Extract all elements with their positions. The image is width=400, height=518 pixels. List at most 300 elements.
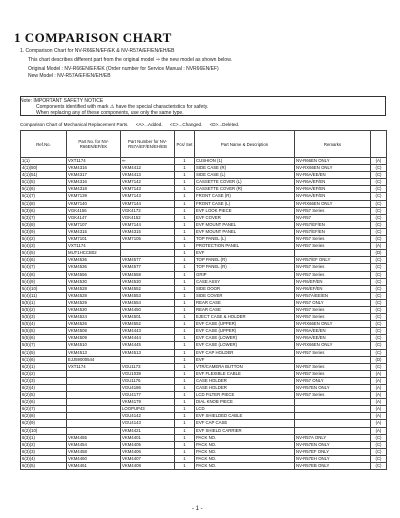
change-code-cell: (A) [371,377,387,384]
old-part-no-cell: VKM4526 [67,321,121,328]
pcs-cell: 1 [175,342,195,349]
ref-no-cell: 6(2)(10) [21,427,67,434]
old-part-no-cell: VKM4528 [67,285,121,292]
description-cell: EJECT CASE & HOLDER [195,314,295,321]
table-row [21,349,387,356]
new-part-no-cell: VKM4530 [121,278,175,285]
old-part-no-cell: VKM4318 [67,186,121,193]
new-part-no-cell: VKM7142 [121,179,175,186]
description-cell: LCD [195,406,295,413]
description-cell: CASSETTE COVER (R) [195,186,295,193]
header-new-part-no: Part Number for NV-R57A/EF/EN/EH/EB [121,131,175,158]
table-row [21,200,387,207]
pcs-cell: 1 [175,328,195,335]
header-remarks: Remarks [295,131,371,158]
ref-no-cell: 5(4)(10) [21,285,67,292]
remarks-cell: NV-R6A/EE/EN [295,335,371,342]
table-row [21,463,387,470]
ref-no-cell: 5(3)(9) [21,228,67,235]
remarks-cell [295,399,371,406]
new-part-no-cell: VKM4406 [121,448,175,455]
ref-no-cell: 6(2)(4) [21,385,67,392]
ref-no-cell: 5(4)(5) [21,250,67,257]
old-part-no-cell: VGK4147 [67,214,121,221]
remarks-cell [295,427,371,434]
new-part-no-cell [121,356,175,363]
ref-no-cell: 6(3)(2) [21,441,67,448]
change-code-cell: (A) [371,370,387,377]
ref-no-cell: 5(4)(3) [21,243,67,250]
description-cell: SIDE CASE (R) [195,165,295,172]
pcs-cell: 1 [175,455,195,462]
remarks-cell: NV-R57 Series [295,314,371,321]
new-part-no-cell: VKM4444 [121,335,175,342]
remarks-cell: NV-RX66EN ONLY [295,321,371,328]
old-part-no-cell [67,370,121,377]
table-row [21,441,387,448]
remarks-cell: NV-R66EN ONLY [295,158,371,165]
change-code-cell: (C) [371,455,387,462]
new-part-no-cell: VGK4173 [121,207,175,214]
remarks-cell: NV-R57A/EE/EN [295,292,371,299]
remarks-cell: NV-R6A/EF/EN [295,179,371,186]
description-cell: EVF CAP HOLDER [195,349,295,356]
new-part-no-cell: VKM4501 [121,314,175,321]
change-code-cell: (A) [371,399,387,406]
new-part-no-cell: VKM4552 [121,285,175,292]
old-part-no-cell: VKM4455 [67,434,121,441]
old-part-no-cell: VKM4461 [67,463,121,470]
change-code-cell: (C) [371,349,387,356]
old-part-no-cell [67,399,121,406]
pcs-cell: 1 [175,214,195,221]
table-row [21,172,387,179]
ref-no-cell: 6(1)(5) [21,349,67,356]
change-code-cell: (C) [371,257,387,264]
change-code-cell: (D) [371,356,387,363]
old-part-no-cell: VKM4524 [67,314,121,321]
ref-no-cell: 5(5)(2) [21,306,67,313]
pcs-cell: 1 [175,158,195,165]
comparison-table [20,130,387,470]
description-cell: CASE HOLDER [195,385,295,392]
change-code-cell: (C) [371,314,387,321]
ref-no-cell: 5(5)(4) [21,321,67,328]
table-row [21,399,387,406]
legend-changed: <C>...Changed. [169,122,203,127]
remarks-cell: NV-R57EH ONLY [295,455,371,462]
pcs-cell: 1 [175,370,195,377]
pcs-cell: 1 [175,392,195,399]
pcs-cell: 1 [175,278,195,285]
table-row [21,434,387,441]
new-part-no-cell: VKM4513 [121,349,175,356]
pcs-cell: 1 [175,207,195,214]
table-row [21,236,387,243]
ref-no-cell: 5(5)(5) [21,328,67,335]
new-part-no-cell: VGK4152 [121,214,175,221]
remarks-cell: NV-R57 Series [295,306,371,313]
ref-no-cell: 6(2)(9) [21,420,67,427]
remarks-cell: NV-R57 Series [295,349,371,356]
table-row [21,342,387,349]
new-part-no-cell: VGU4177 [121,392,175,399]
pcs-cell: 1 [175,292,195,299]
table-row [21,356,387,363]
header-description: Part Name & Description [195,131,295,158]
ref-no-cell: 5(1)(7) [21,193,67,200]
description-cell: CASE ASSY [195,278,295,285]
change-code-cell: (C) [371,236,387,243]
remarks-cell [295,406,371,413]
intro-line-3: Original Model : NV-R66EN/EF/EK (Order number for Service Manual : NVR66EN/EF) [28,66,219,72]
new-part-no-cell: VKM4445 [121,342,175,349]
old-part-no-cell: VKM4530 [67,306,121,313]
new-part-no-cell: VGU1039 [121,370,175,377]
old-part-no-cell: VKM4508 [67,328,121,335]
pcs-cell: 1 [175,434,195,441]
description-cell: EVF FLEXIBLE CABLE [195,370,295,377]
old-part-no-cell: EJJ59000544 [67,356,121,363]
pcs-cell: 1 [175,179,195,186]
ref-no-cell: 6(2)(5) [21,392,67,399]
old-part-no-cell: VKM4317 [67,172,121,179]
ref-no-cell: 5(1)(8) [21,200,67,207]
remarks-cell: NV-R57 ONLY [295,299,371,306]
change-code-cell: (A) [371,158,387,165]
old-part-no-cell: VKM4316 [67,165,121,172]
change-code-cell: (A) [371,243,387,250]
ref-no-cell: 5(4)(2) [21,236,67,243]
description-cell: CASSETTE COVER (L) [195,179,295,186]
new-part-no-cell: VKM4412 [121,165,175,172]
ref-no-cell: 6(2)(3) [21,377,67,384]
remarks-cell: NV-R57/EF ONLY [295,257,371,264]
description-cell: EVF [195,250,295,257]
ref-no-cell: 5(3)(7) [21,214,67,221]
header-old-part-no: Part No. for NV-R66EN/EF/EK [67,131,121,158]
new-part-no-cell: VKM7143 [121,193,175,200]
table-row [21,321,387,328]
description-cell: PACK NO. [195,441,295,448]
old-part-no-cell: VKM4536 [67,257,121,264]
change-code-cell: (A) [371,427,387,434]
new-part-no-cell: VKM4577 [121,264,175,271]
ref-no-cell: 5(4)(11) [21,292,67,299]
description-cell: PACK NO. [195,448,295,455]
change-code-cell: (A) [371,413,387,420]
pcs-cell: 1 [175,257,195,264]
new-part-no-cell: VGU4143 [121,420,175,427]
pcs-cell: 1 [175,221,195,228]
new-part-no-cell: VKM4179 [121,399,175,406]
ref-no-cell: 5(4)(9) [21,278,67,285]
old-part-no-cell: VKM4513 [67,349,121,356]
table-row [21,214,387,221]
change-code-cell: (A) [371,385,387,392]
change-code-cell: (C) [371,271,387,278]
old-part-no-cell: VKM4316 [67,179,121,186]
intro-line-4: New Model : NV-R57A/EF/EN/EH/EB [28,73,111,79]
old-part-no-cell: VKM7140 [67,200,121,207]
new-part-no-cell: VKM4405 [121,441,175,448]
old-part-no-cell [67,413,121,420]
new-part-no-cell: VGU1176 [121,377,175,384]
pcs-cell: 1 [175,335,195,342]
old-part-no-cell: VKM4458 [67,448,121,455]
page-title: 1 COMPARISON CHART [14,30,172,45]
old-part-no-cell: VKM7101 [67,236,121,243]
table-row [21,292,387,299]
description-cell: EVF [195,356,295,363]
new-part-no-cell [121,250,175,257]
change-code-cell: (D) [371,250,387,257]
pcs-cell: 1 [175,413,195,420]
ref-no-cell: 6(3)(3) [21,448,67,455]
remarks-cell: NV-R6/EF/EN [295,278,371,285]
old-part-no-cell: VKM7107 [67,221,121,228]
pcs-cell: 1 [175,172,195,179]
change-code-cell: (C) [371,463,387,470]
table-row [21,193,387,200]
legend-heading: Comparison Chart of Mechanical Replacement Parts. [20,122,129,127]
pcs-cell: 1 [175,406,195,413]
description-cell: SIDE DOOR [195,285,295,292]
legend-deleted: <D>...Deleted. [209,122,240,127]
table-row [21,314,387,321]
table-row [21,271,387,278]
ref-no-cell: 6(2)(6) [21,399,67,406]
change-code-cell: (C) [371,165,387,172]
ref-no-cell: 6(2)(7) [21,406,67,413]
remarks-cell [295,420,371,427]
remarks-cell: NV-R57A ONLY [295,434,371,441]
description-cell: VTR/CAMERA BUTTON [195,363,295,370]
remarks-cell: NV-R6A/EF/EN [295,186,371,193]
table-header-row [21,131,387,158]
ref-no-cell: 5(5)(3) [21,314,67,321]
table-row [21,228,387,235]
description-cell: REAR CASE [195,306,295,313]
new-part-no-cell: VKM4408 [121,463,175,470]
change-code-cell: (C) [371,321,387,328]
description-cell: CUSHION (1) [195,158,295,165]
table-row [21,427,387,434]
remarks-cell: NV-R57 ONLY [295,377,371,384]
description-cell: EVF MOUNT PANEL [195,228,295,235]
description-cell: EVF CASE (UPPER) [195,328,295,335]
ref-no-cell: 6(3)(5) [21,463,67,470]
description-cell: FRONT CASE (L) [195,200,295,207]
change-code-cell: (C) [371,328,387,335]
new-part-no-cell: ⇐ [121,158,175,165]
old-part-no-cell: VKM7139 [67,193,121,200]
pcs-cell: 1 [175,385,195,392]
pcs-cell: 1 [175,264,195,271]
table-row [21,186,387,193]
old-part-no-cell: VGK4156 [67,207,121,214]
description-cell: LCD FILTER PIECE [195,392,295,399]
description-cell: PROTECTION PANEL [195,243,295,250]
remarks-cell: NV-RX66EN ONLY [295,342,371,349]
remarks-cell: NV-R57 Series [295,363,371,370]
table-row [21,165,387,172]
change-code-cell: (C) [371,193,387,200]
table-row [21,455,387,462]
new-part-no-cell: VKM4407 [121,455,175,462]
description-cell: GRIP [195,271,295,278]
ref-no-cell: 5(5)(1) [21,299,67,306]
ref-no-cell: 5(1)(5) [21,179,67,186]
change-code-cell: (C) [371,299,387,306]
new-part-no-cell: VKM4443 [121,328,175,335]
old-part-no-cell [67,420,121,427]
ref-no-cell: 4(1)(50) [21,165,67,172]
description-cell: EVF CASE (UPPER) [195,321,295,328]
change-code-cell: (C) [371,228,387,235]
remarks-cell [295,356,371,363]
table-row [21,406,387,413]
remarks-cell [295,413,371,420]
change-code-cell: (C) [371,306,387,313]
description-cell: SIDE COVER [195,292,295,299]
change-code-cell: (C) [371,434,387,441]
description-cell: TOP PANEL (L) [195,236,295,243]
note-line-1: Note: IMPORTANT SAFETY NOTICE [20,98,104,104]
ref-no-cell: 5(5)(6) [21,335,67,342]
table-row [21,392,387,399]
old-part-no-cell [67,427,121,434]
legend-added: <A>...Added. [135,122,163,127]
change-code-cell: (A) [371,406,387,413]
table-row [21,285,387,292]
change-code-cell: (C) [371,292,387,299]
change-code-cell: (C) [371,221,387,228]
table-row [21,278,387,285]
table-row [21,306,387,313]
ref-no-cell: 6(2)(1) [21,363,67,370]
pcs-cell: 1 [175,349,195,356]
ref-no-cell: 4(1)(51) [21,172,67,179]
change-code-cell: (C) [371,264,387,271]
remarks-cell: NV-R57/EF/EN [295,228,371,235]
new-part-no-cell: VKM4450 [121,306,175,313]
ref-no-cell: 5(1)(6) [21,186,67,193]
description-cell: REAR CASE [195,299,295,306]
table-row [21,207,387,214]
pcs-cell: 1 [175,200,195,207]
new-part-no-cell: VKM7144 [121,200,175,207]
old-part-no-cell: VXT1174 [67,158,121,165]
pcs-cell: 1 [175,250,195,257]
pcs-cell: 1 [175,285,195,292]
change-code-cell: (C) [371,448,387,455]
description-cell: DIAL KNOB PIECE [195,399,295,406]
remarks-cell: NV-R57 Series [295,271,371,278]
old-part-no-cell [67,406,121,413]
new-part-no-cell: VKM4315 [121,228,175,235]
remarks-cell: NV-RX66EN ONLY [295,200,371,207]
remarks-cell: NV-R6A/EE/EN [295,172,371,179]
header-ref-no: Ref.No. [21,131,67,158]
ref-no-cell: 5(4)(7) [21,264,67,271]
pcs-cell: 1 [175,448,195,455]
change-code-cell: (C) [371,342,387,349]
description-cell: EVF LOOK PIECE [195,207,295,214]
table-row [21,385,387,392]
ref-no-cell: 5(5)(7) [21,342,67,349]
change-code-cell: (C) [371,335,387,342]
old-part-no-cell [67,392,121,399]
table-row [21,413,387,420]
pcs-cell: 1 [175,243,195,250]
pcs-cell: 1 [175,228,195,235]
pcs-cell: 1 [175,306,195,313]
table-row [21,264,387,271]
remarks-cell: NV-R57EN ONLY [295,385,371,392]
pcs-cell: 1 [175,165,195,172]
remarks-cell: NV-R57EB ONLY [295,463,371,470]
pcs-cell: 1 [175,441,195,448]
table-row [21,335,387,342]
table-legend [20,122,386,127]
old-part-no-cell: VKM4454 [67,441,121,448]
new-part-no-cell: VKM4558 [121,271,175,278]
description-cell: PACK NO. [195,455,295,462]
description-cell: EVF CASE (LOWER) [195,342,295,349]
comparison-table-body [21,158,387,470]
table-row [21,158,387,165]
remarks-cell: NV-R57 Series [295,392,371,399]
ref-no-cell: 5(3)(6) [21,207,67,214]
new-part-no-cell: VKM4421 [121,427,175,434]
change-code-cell: (A) [371,420,387,427]
description-cell: TOP PANEL (R) [195,257,295,264]
old-part-no-cell [67,377,121,384]
old-part-no-cell: VKM4530 [67,278,121,285]
pcs-cell: 1 [175,299,195,306]
change-code-cell: (C) [371,186,387,193]
new-part-no-cell: VKM4554 [121,299,175,306]
new-part-no-cell: VKM4552 [121,321,175,328]
description-cell: EVF MOUNT PANEL [195,221,295,228]
description-cell: EVF COVER [195,214,295,221]
change-code-cell: (C) [371,200,387,207]
new-part-no-cell: VKM7105 [121,236,175,243]
change-code-cell: (C) [371,441,387,448]
remarks-cell: NV-R57 Series [295,264,371,271]
ref-no-cell: 6(1)(6) [21,356,67,363]
remarks-cell: NV-R57 Series [295,370,371,377]
description-cell: EVF SHIELD CARRIER [195,427,295,434]
description-cell: PACK NO. [195,434,295,441]
pcs-cell: 1 [175,363,195,370]
header-change-code [371,131,387,158]
table-row [21,179,387,186]
old-part-no-cell: VKM4529 [67,299,121,306]
description-cell: EVF CAP CASE [195,420,295,427]
table-row [21,328,387,335]
table-row [21,448,387,455]
new-part-no-cell: VKM4577 [121,257,175,264]
old-part-no-cell: VKM4528 [67,292,121,299]
ref-no-cell: 5(3)(8) [21,221,67,228]
pcs-cell: 1 [175,236,195,243]
old-part-no-cell: VKM4315 [67,228,121,235]
remarks-cell: NV-R57 Series [295,207,371,214]
pcs-cell: 1 [175,271,195,278]
old-part-no-cell: VKM4536 [67,264,121,271]
